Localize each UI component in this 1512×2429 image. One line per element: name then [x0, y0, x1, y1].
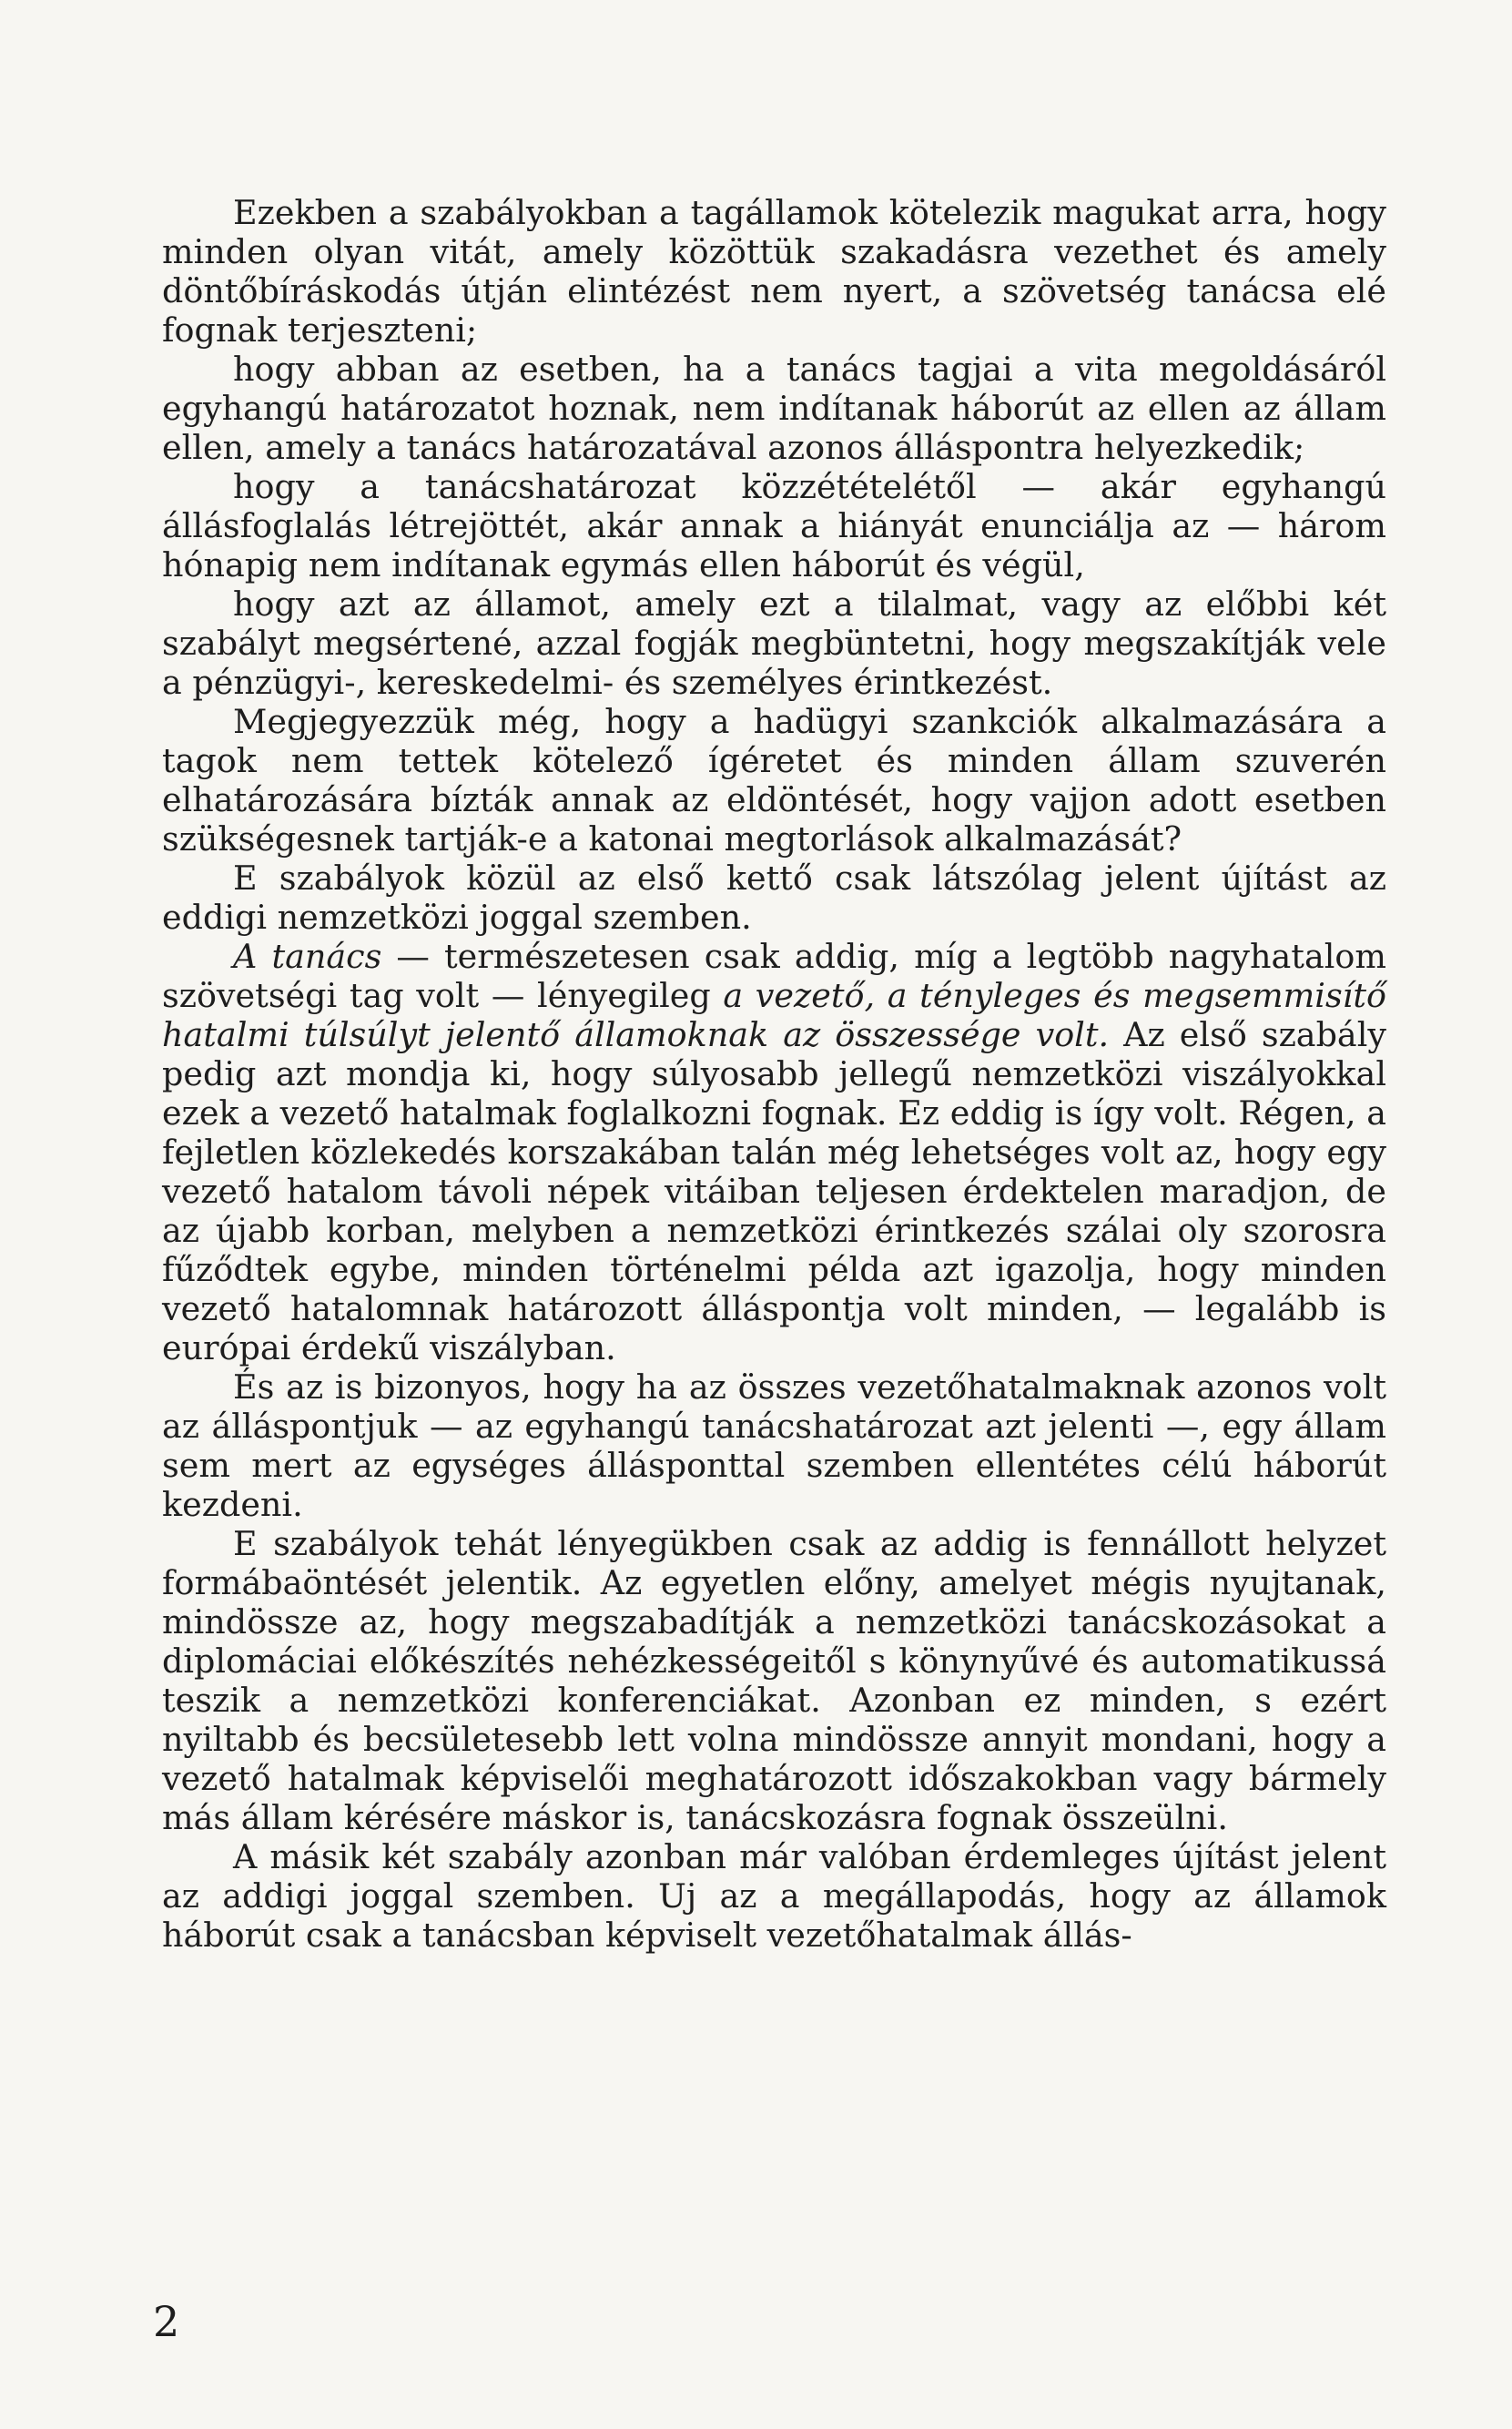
italic-lead: A tanács: [233, 937, 382, 976]
paragraph-6: E szabályok közül az első kettő csak látszólag jelent újítást az eddigi nemzetközi joggal szemben.: [162, 859, 1386, 937]
paragraph-2: hogy abban az esetben, ha a tanács tagjai a vita megoldásáról egyhangú határozatot hoznak, nem indítanak háborút az ellen az állam ellen, amely a tanács határozatával azonos álláspontra helyezkedik;: [162, 350, 1386, 467]
paragraph-5: Megjegyezzük még, hogy a hadügyi szankciók alkalmazására a tagok nem tettek kötelező ígéretet és minden állam szuverén elhatározására bízták annak az eldöntését, hogy vajjon adott esetben szükségesnek tartják-e a katonai megtorlások alkalmazását?: [162, 702, 1386, 859]
paragraph-7-rest: Az első szabály pedig azt mondja ki, hogy súlyosabb jellegű nemzetközi viszályokkal ezek a vezető hatalmak foglalkozni fognak. Ez eddig is így volt. Régen, a fejletlen közlekedés korszakában talán még lehetséges volt az, hogy egy vezető hatalom távoli népek vitáiban teljesen érdektelen maradjon, de az újabb korban, melyben a nemzetközi érintkezés szálai oly szorosra fűződtek egybe, minden történelmi példa azt igazolja, hogy minden vezető hatalomnak határozott álláspontja volt minden, — legalább is európai érdekű viszályban.: [162, 1015, 1386, 1367]
italic-emphasis: a vezető, a tényleges és megsemmisítő hatalmi túlsúlyt jelentő államoknak az összessége volt.: [162, 976, 1386, 1054]
paragraph-8: És az is bizonyos, hogy ha az összes vezetőhatalmaknak azonos volt az álláspontjuk — az egyhangú tanácshatározat azt jelenti —, egy állam sem mert az egységes állásponttal szemben ellentétes célú háborút kezdeni.: [162, 1367, 1386, 1524]
paragraph-10: A másik két szabály azonban már valóban érdemleges újítást jelent az addigi joggal szemben. Uj az a megállapodás, hogy az államok háborút csak a tanácsban képviselt vezetőhatalmak állás-: [162, 1837, 1386, 1955]
paragraph-1: Ezekben a szabályokban a tagállamok kötelezik magukat arra, hogy minden olyan vitát, amely közöttük szakadásra vezethet és amely döntőbíráskodás útján elintézést nem nyert, a szövetség tanácsa elé fognak terjeszteni;: [162, 193, 1386, 350]
page-number: 2: [153, 2297, 180, 2346]
paragraph-4: hogy azt az államot, amely ezt a tilalmat, vagy az előbbi két szabályt megsértené, azzal fogják megbüntetni, hogy megszakítják vele a pénzügyi-, kereskedelmi- és személyes érintkezést.: [162, 584, 1386, 702]
paragraph-9: E szabályok tehát lényegükben csak az addig is fennállott helyzet formábaöntését jelentik. Az egyetlen előny, amelyet mégis nyujtanak, mindössze az, hogy megszabadítják a nemzetközi tanácskozásokat a diplomáciai előkészítés nehézkességeitől s könynyűvé és automatikussá teszik a nemzetközi konferenciákat. Azonban ez minden, s ezért nyiltabb és becsületesebb lett volna mindössze annyit mondani, hogy a vezető hatalmak képviselői meghatározott időszakokban vagy bármely más állam kérésére máskor is, tanácskozásra fognak összeülni.: [162, 1524, 1386, 1837]
paragraph-7: [162, 937, 1386, 1367]
body-text: [162, 193, 1386, 1955]
paragraph-7-middle: — természetesen csak addig, míg a legtöbb nagyhatalom szövetségi tag volt — lényegileg: [162, 937, 1386, 1015]
paragraph-3: hogy a tanácshatározat közzétételétől — akár egyhangú állásfoglalás létrejöttét, akár annak a hiányát enunciálja az — három hónapig nem indítanak egymás ellen háborút és végül,: [162, 467, 1386, 584]
